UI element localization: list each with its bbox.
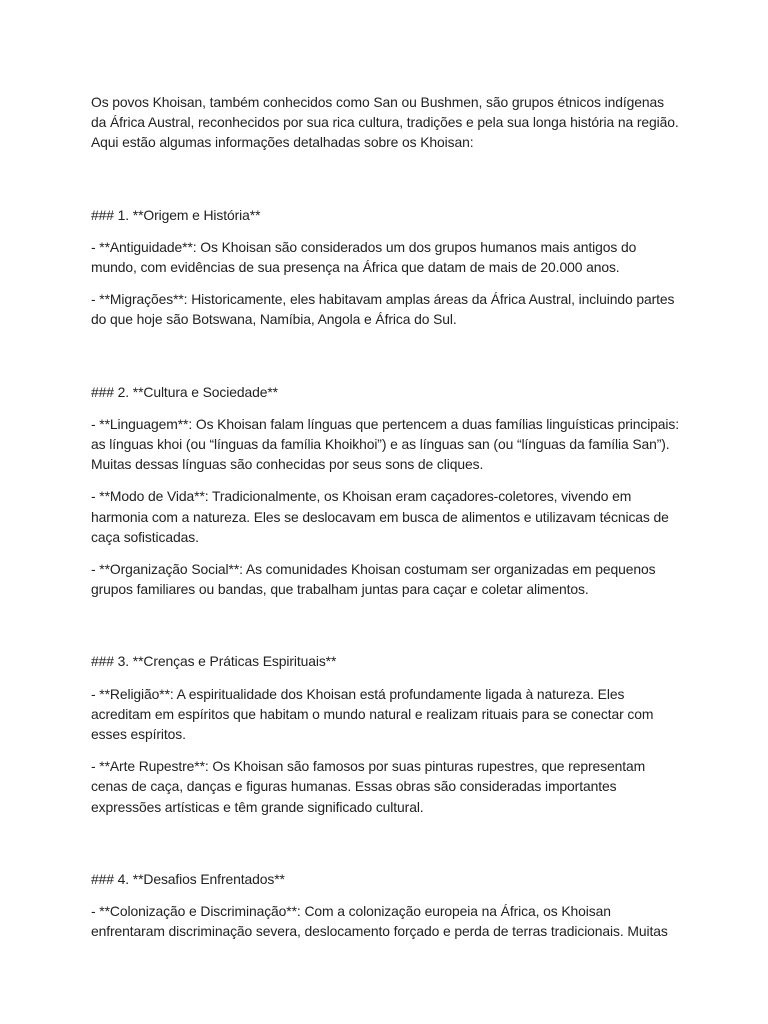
- list-item: - **Religião**: A espiritualidade dos Khoisan está profundamente ligada à natureza. Eles acreditam em espíritos que habitam o mundo natural e realizam rituais para se conectar com esses espíritos.: [91, 685, 654, 743]
- list-item: - **Migrações**: Historicamente, eles habitavam amplas áreas da África Austral, incluindo partes do que hoje são Botswana, Namíbia, Angola e África do Sul.: [91, 291, 675, 328]
- list-item: - **Antiguidade**: Os Khoisan são considerados um dos grupos humanos mais antigos do mundo, com evidências de sua presença na África que datam de mais de 20.000 anos.: [91, 238, 637, 276]
- section-culture-society: [91, 382, 681, 600]
- section-heading: ### 3. **Crenças e Práticas Espirituais**: [91, 653, 337, 670]
- section-heading: ### 2. **Cultura e Sociedade**: [91, 383, 278, 400]
- section-challenges: [91, 869, 681, 942]
- list-item: - **Organização Social**: As comunidades Khoisan costumam ser organizadas em pequenos grupos familiares ou bandas, que trabalham juntas para caçar e coletar alimentos.: [91, 561, 656, 598]
- section-heading: ### 4. **Desafios Enfrentados**: [91, 870, 285, 887]
- section-origin-history: [91, 205, 681, 330]
- section-heading: ### 1. **Origem e História**: [91, 206, 261, 223]
- list-item: - **Arte Rupestre**: Os Khoisan são famosos por suas pinturas rupestres, que representam cenas de caça, danças e figuras humanas. Essas obras são consideradas importantes expressões artísticas e têm grande significado cultural.: [91, 758, 646, 815]
- document-body: [91, 92, 681, 953]
- intro-paragraph: Os povos Khoisan, também conhecidos como San ou Bushmen, são grupos étnicos indígenas da África Austral, reconhecidos por sua rica cultura, tradições e pela sua longa história na região. Aqui estão algumas informações detalhadas sobre os Khoisan:: [91, 94, 679, 151]
- section-beliefs-practices: [91, 651, 681, 816]
- list-item: - **Linguagem**: Os Khoisan falam línguas que pertencem a duas famílias linguísticas principais: as línguas khoi (ou “línguas da família Khoikhoi”) e as línguas san (ou “línguas da família San”). Muitas dessas línguas são conhecidas por seus sons de cliques.: [91, 415, 680, 473]
- list-item: - **Modo de Vida**: Tradicionalmente, os Khoisan eram caçadores-coletores, vivendo em harmonia com a natureza. Eles se deslocavam em busca de alimentos e utilizavam técnicas de caça sofisticadas.: [91, 488, 669, 545]
- list-item: - **Colonização e Discriminação**: Com a colonização europeia na África, os Khoisan enfrentaram discriminação severa, deslocamento forçado e perda de terras tradicionais. Muitas: [91, 903, 668, 940]
